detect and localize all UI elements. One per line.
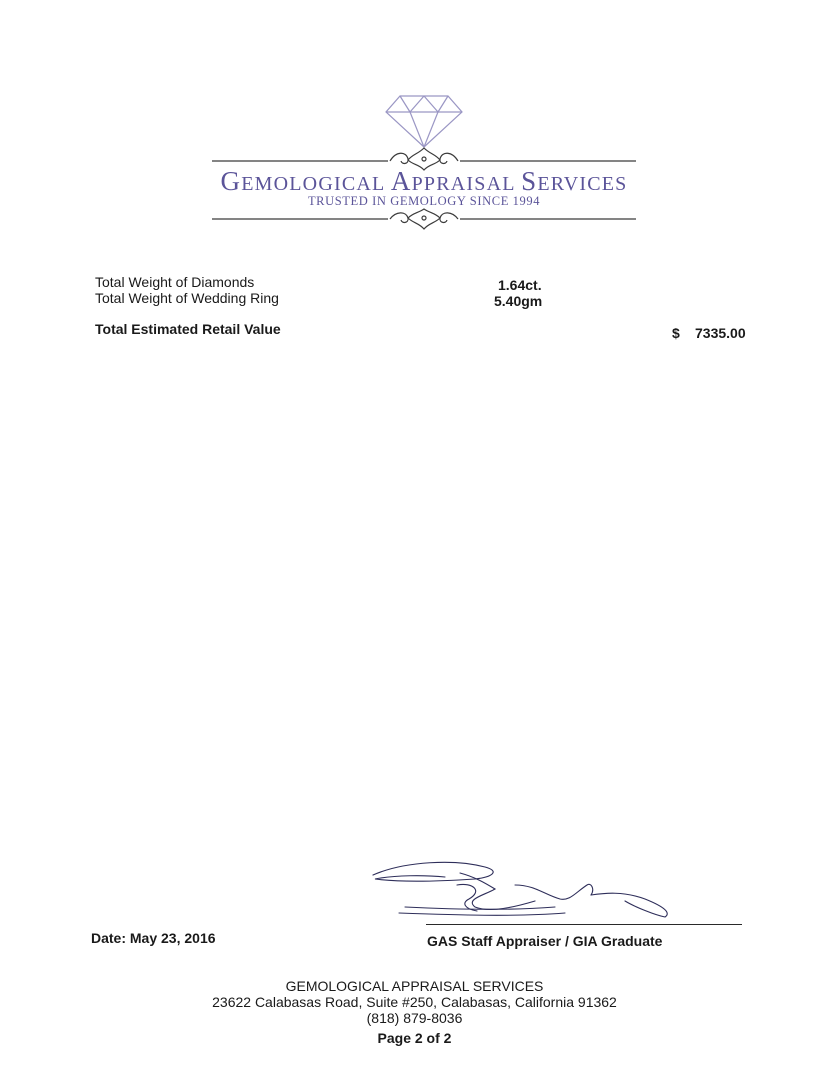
diamond-logo-graphic <box>210 92 638 232</box>
signature-line <box>426 924 742 925</box>
total-label: Total Estimated Retail Value <box>95 321 281 337</box>
date-text: Date: May 23, 2016 <box>91 930 216 946</box>
signature <box>365 855 675 925</box>
total-currency: $ <box>672 325 680 341</box>
footer-company: GEMOLOGICAL APPRAISAL SERVICES <box>285 978 544 994</box>
footer-address: 23622 Calabasas Road, Suite #250, Calabasas, California 91362 <box>212 994 617 1010</box>
footer-page-number: Page 2 of 2 <box>377 1030 452 1046</box>
footer-phone: (818) 879-8036 <box>366 1010 463 1026</box>
logo-tagline: TRUSTED IN GEMOLOGY SINCE 1994 <box>307 194 541 208</box>
item-label-ring: Total Weight of Wedding Ring <box>95 290 279 306</box>
total-amount: 7335.00 <box>695 325 746 341</box>
diamond-icon <box>386 96 462 147</box>
ornament-bottom <box>212 209 636 229</box>
company-logo <box>210 92 638 232</box>
appraiser-title: GAS Staff Appraiser / GIA Graduate <box>427 933 663 949</box>
logo-company-name: GEMOLOGICAL APPRAISAL SERVICES <box>220 166 628 196</box>
item-value-ring: 5.40gm <box>494 293 543 309</box>
item-value-diamonds: 1.64ct. <box>498 277 542 293</box>
item-label-diamonds: Total Weight of Diamonds <box>95 274 255 290</box>
